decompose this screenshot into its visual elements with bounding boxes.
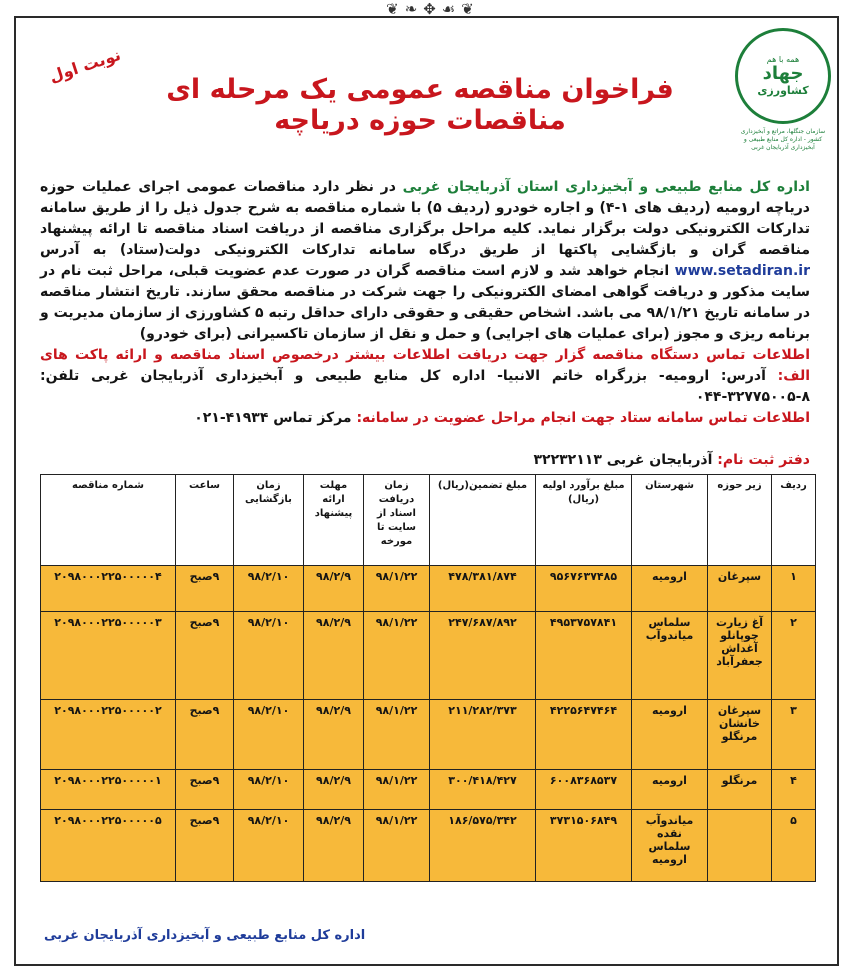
header-doc-deadline: زمان دریافت اسناد از سایت تا مورخه <box>364 475 430 566</box>
logo-caption: سازمان جنگلها، مراتع و آبخیزداری کشور - اداره کل منابع طبیعی و آبخیزداری آذربایجان غربی <box>740 128 826 151</box>
table-row <box>41 612 816 700</box>
cell-subzone: مرنگلو <box>708 770 772 810</box>
cell-estimate: ۴۲۲۵۶۴۷۴۶۴ <box>536 700 632 770</box>
cell-opening-date: ۹۸/۲/۱۰ <box>234 770 304 810</box>
page-title: فراخوان مناقصه عمومی یک مرحله ای مناقصات حوزه دریاچه <box>166 74 674 136</box>
cell-guarantee: ۲۴۷/۶۸۷/۸۹۲ <box>430 612 536 700</box>
cell-time: ۹صبح <box>176 770 234 810</box>
header-county: شهرستان <box>632 475 708 566</box>
tender-announcement-text <box>40 177 810 429</box>
header-guarantee: مبلغ تضمین(ریال) <box>430 475 536 566</box>
header-bid-deadline: مهلت ارائه پیشنهاد <box>304 475 364 566</box>
cell-subzone <box>708 810 772 882</box>
organization-name: اداره کل منابع طبیعی و آبخیزداری استان آذربایجان غربی <box>402 179 810 195</box>
ornament-icon: ☙ <box>441 0 456 18</box>
cell-row-number: ۵ <box>772 810 816 882</box>
ornament-icon: ❦ <box>386 0 399 18</box>
cell-subzone: سپرغان <box>708 566 772 612</box>
cell-county: ارومیه <box>632 700 708 770</box>
header-time: ساعت <box>176 475 234 566</box>
cell-county: ارومیه <box>632 770 708 810</box>
table-row <box>41 566 816 612</box>
contact-organizer-value: آدرس: ارومیه- بزرگراه خاتم الانبیا- اداره کل منابع طبیعی و آبخیزداری آذربایجان غربی تلفن: ۸-۳۲۷۷۵۰۰۵-۰۴۴ <box>40 368 810 405</box>
cell-estimate: ۶۰۰۸۳۶۸۵۳۷ <box>536 770 632 810</box>
contact-organizer-label: اطلاعات تماس دستگاه مناقصه گزار جهت دریافت اطلاعات بیشتر درخصوص اسناد مناقصه و ارائه پاکت های الف: <box>40 347 810 384</box>
cell-county: ارومیه <box>632 566 708 612</box>
cell-tender-number: ۲۰۹۸۰۰۰۲۲۵۰۰۰۰۰۵ <box>41 810 176 882</box>
cell-time: ۹صبح <box>176 700 234 770</box>
cell-doc-deadline: ۹۸/۱/۲۲ <box>364 810 430 882</box>
cell-opening-date: ۹۸/۲/۱۰ <box>234 810 304 882</box>
cell-doc-deadline: ۹۸/۱/۲۲ <box>364 612 430 700</box>
cell-bid-deadline: ۹۸/۲/۹ <box>304 566 364 612</box>
cell-doc-deadline: ۹۸/۱/۲۲ <box>364 770 430 810</box>
contact-setad <box>40 408 810 429</box>
table-header-row <box>41 475 816 566</box>
logo-sub-text: کشاورزی <box>757 84 809 97</box>
header-opening-date: زمان بازگشایی <box>234 475 304 566</box>
cell-county: سلماس میاندوآب <box>632 612 708 700</box>
cell-bid-deadline: ۹۸/۲/۹ <box>304 700 364 770</box>
announcement-part-1: در نظر دارد مناقصات عمومی اجرای عملیات حوزه دریاچه ارومیه (ردیف های ۱-۴) و اجاره خودرو (ردیف ۵) با شماره مناقصه به شرح جدول ذیل را از طریق سامانه تدارکات الکترونیکی دولت برگزار نماید. کلیه مراحل برگزاری مناقصه از دریافت اسناد مناقصه تا ارائه پیشنهاد مناقصه گران و بازگشایی پاکتها از طریق درگاه سامانه تدارکات الکترونیکی دولت(ستاد) به آدرس <box>40 179 810 258</box>
cell-guarantee: ۴۷۸/۳۸۱/۸۷۴ <box>430 566 536 612</box>
cell-row-number: ۲ <box>772 612 816 700</box>
table-row <box>41 810 816 882</box>
announcement-part-2: انجام خواهد شد و لازم است مناقصه گران در صورت عدم عضویت قبلی، مراحل ثبت نام در سایت مذکور و دریافت گواهی امضای الکترونیکی را جهت شرکت در مناقصه محقق سازند. تاریخ انتشار مناقصه در سامانه تاریخ ۹۸/۱/۲۱ می باشد. اشخاص حقیقی و حقوقی دارای حداقل رتبه ۵ کشاورزی از سازمان مدیریت و برنامه ریزی و مجوز (برای عملیات های اجرایی) و حمل و نقل از سازمان تاکسیرانی (برای خودرو) <box>40 263 811 342</box>
setad-url: www.setadiran.ir <box>674 263 810 279</box>
ornament-icon: ❧ <box>404 0 418 18</box>
footer-signature: اداره کل منابع طبیعی و آبخیزداری آذربایجان غربی <box>44 928 366 943</box>
header-tender-number: شماره مناقصه <box>41 475 176 566</box>
ornament-icon: ✥ <box>423 0 436 18</box>
cell-row-number: ۴ <box>772 770 816 810</box>
contact-organizer <box>40 345 810 408</box>
cell-tender-number: ۲۰۹۸۰۰۰۲۲۵۰۰۰۰۰۳ <box>41 612 176 700</box>
cell-bid-deadline: ۹۸/۲/۹ <box>304 770 364 810</box>
cell-tender-number: ۲۰۹۸۰۰۰۲۲۵۰۰۰۰۰۲ <box>41 700 176 770</box>
cell-doc-deadline: ۹۸/۱/۲۲ <box>364 566 430 612</box>
table-row <box>41 700 816 770</box>
cell-guarantee: ۱۸۶/۵۷۵/۳۴۲ <box>430 810 536 882</box>
turn-badge: نوبت اول <box>46 45 124 86</box>
table-row <box>41 770 816 810</box>
ministry-logo <box>735 28 831 124</box>
cell-subzone: سپرغان خانشان مرنگلو <box>708 700 772 770</box>
cell-estimate: ۳۷۳۱۵۰۶۸۴۹ <box>536 810 632 882</box>
header-row-number: ردیف <box>772 475 816 566</box>
cell-row-number: ۳ <box>772 700 816 770</box>
tender-table <box>40 474 816 882</box>
ornament-icon: ❦ <box>461 0 474 18</box>
cell-opening-date: ۹۸/۲/۱۰ <box>234 612 304 700</box>
cell-estimate: ۴۹۵۳۷۵۷۸۴۱ <box>536 612 632 700</box>
contact-setad-label: اطلاعات تماس سامانه ستاد جهت انجام مراحل عضویت در سامانه: <box>356 410 810 426</box>
cell-row-number: ۱ <box>772 566 816 612</box>
cell-tender-number: ۲۰۹۸۰۰۰۲۲۵۰۰۰۰۰۱ <box>41 770 176 810</box>
cell-bid-deadline: ۹۸/۲/۹ <box>304 612 364 700</box>
registry-label: دفتر ثبت نام: <box>717 452 810 468</box>
cell-time: ۹صبح <box>176 566 234 612</box>
cell-guarantee: ۳۰۰/۴۱۸/۴۲۷ <box>430 770 536 810</box>
registry-value: آذربایجان غربی ۳۲۲۳۲۱۱۳ <box>533 452 718 468</box>
logo-main-text: جهاد <box>762 63 804 84</box>
cell-opening-date: ۹۸/۲/۱۰ <box>234 566 304 612</box>
cell-time: ۹صبح <box>176 612 234 700</box>
cell-time: ۹صبح <box>176 810 234 882</box>
cell-doc-deadline: ۹۸/۱/۲۲ <box>364 700 430 770</box>
cell-guarantee: ۲۱۱/۲۸۲/۳۷۳ <box>430 700 536 770</box>
header-estimate: مبلغ برآورد اولیه (ریال) <box>536 475 632 566</box>
cell-opening-date: ۹۸/۲/۱۰ <box>234 700 304 770</box>
cell-county: میاندوآب نقده سلماس ارومیه <box>632 810 708 882</box>
cell-bid-deadline: ۹۸/۲/۹ <box>304 810 364 882</box>
header-subzone: زیر حوزه <box>708 475 772 566</box>
cell-subzone: آغ زیارت چوپانلو آغداش جعفرآباد <box>708 612 772 700</box>
cell-tender-number: ۲۰۹۸۰۰۰۲۲۵۰۰۰۰۰۴ <box>41 566 176 612</box>
contact-setad-value: مرکز تماس ۴۱۹۳۴-۰۲۱ <box>194 410 357 426</box>
cell-estimate: ۹۵۶۷۶۳۷۴۸۵ <box>536 566 632 612</box>
registry-office <box>40 452 810 468</box>
logo-top-text: همه با هم <box>766 55 800 64</box>
